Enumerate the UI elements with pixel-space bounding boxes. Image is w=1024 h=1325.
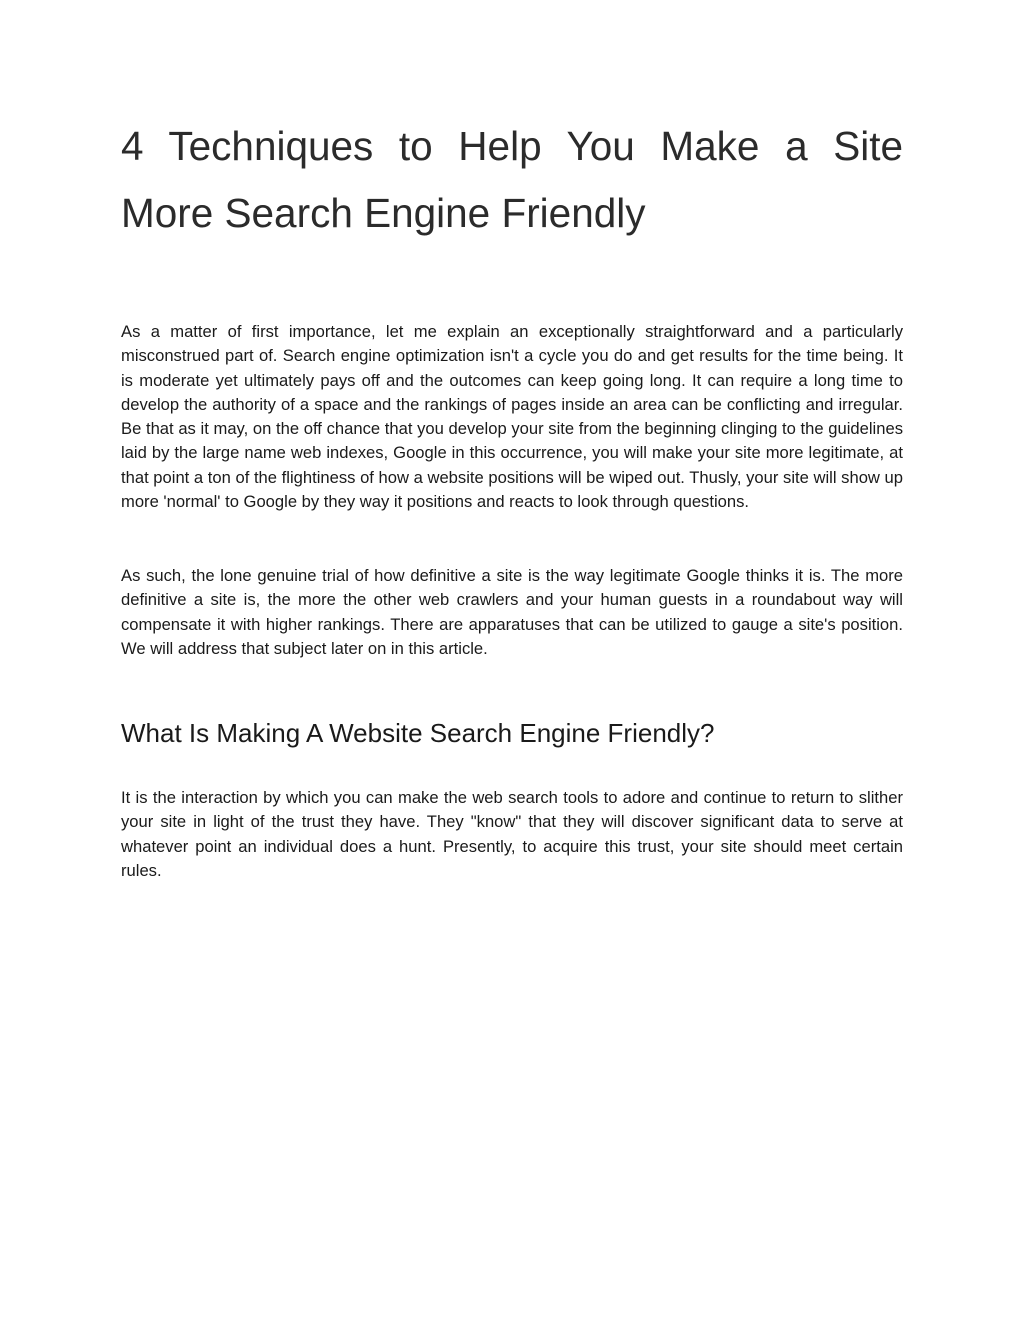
section-heading: What Is Making A Website Search Engine Friendly? [121, 718, 715, 748]
intro-paragraph: As a matter of first importance, let me explain an exceptionally straightforward and a particularly misconstrued part of. Search engine optimization isn't a cycle you do and get results for the time being. It is moderate yet ultimately pays off and the outcomes can keep going long. It can require a long time to develop the authority of a space and the rankings of pages inside an area can be conflicting and irregular. Be that as it may, on the off chance that you develop your site from the beginning clinging to the guidelines laid by the large name web indexes, Google in this occurrence, you will make your site more legitimate, at that point a ton of the flightiness of how a website positions will be wiped out. Thusly, your site will show up more 'normal' to Google by they way it positions and reacts to look through questions. [121, 322, 903, 512]
second-paragraph: As such, the lone genuine trial of how definitive a site is the way legitimate Google thinks it is. The more definitive a site is, the more the other web crawlers and your human guests in a roundabout way will compensate it with higher rankings. There are apparatuses that can be utilized to gauge a site's position. We will address that subject later on in this article. [121, 566, 903, 658]
document-title: 4 Techniques to Help You Make a Site More Search Engine Friendly [121, 123, 903, 236]
section-paragraph: It is the interaction by which you can make the web search tools to adore and continue to return to slither your site in light of the trust they have. They "know" that they will discover significant data to serve at whatever point an individual does a hunt. Presently, to acquire this trust, your site should meet certain rules. [121, 788, 903, 880]
